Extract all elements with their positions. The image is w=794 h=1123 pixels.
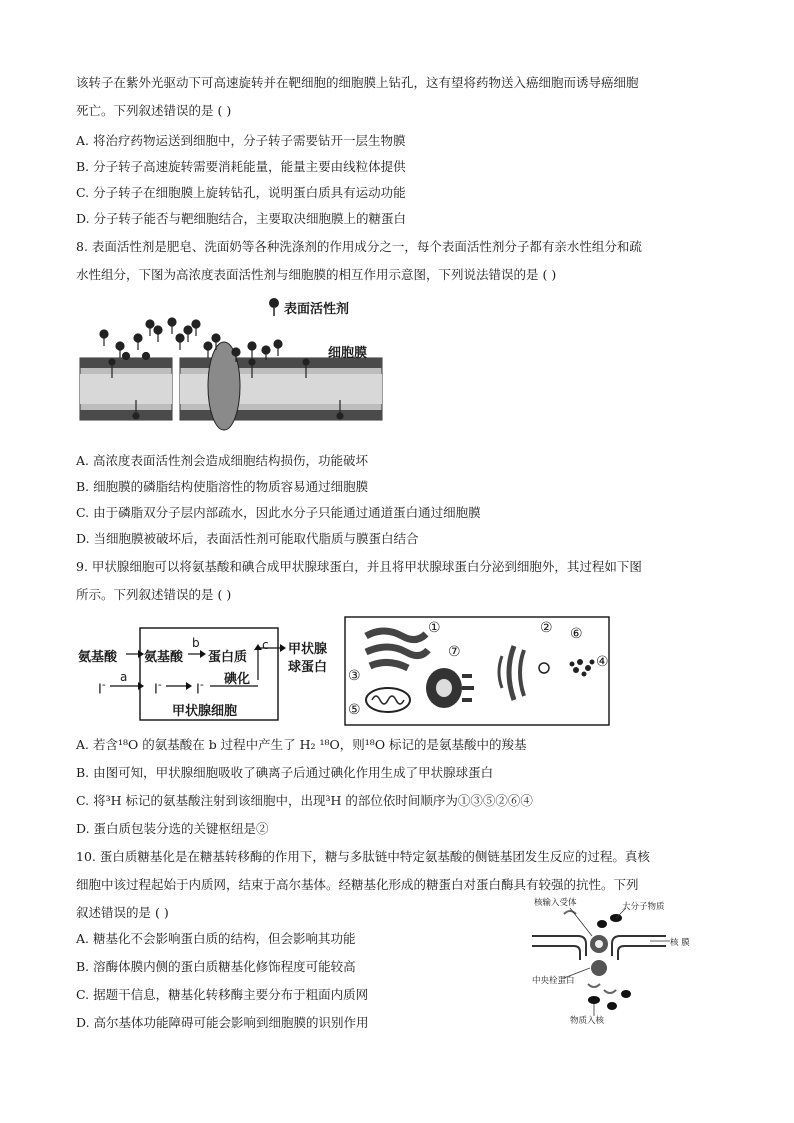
q7-option-d: D. 分子转子能否与靶细胞结合，主要取决细胞膜上的糖蛋白	[76, 211, 407, 226]
rough-er	[366, 631, 428, 668]
nucleus-cell	[426, 668, 474, 708]
iodide-inside-1: I-	[154, 678, 162, 698]
q8-membrane-figure	[76, 294, 386, 440]
organelle-number-4: ④	[596, 654, 609, 670]
process-a-label: a	[120, 670, 128, 684]
q9-stem-line2: 所示。下列叙述错误的是 ( )	[76, 587, 232, 602]
thyroglobulin-line2: 球蛋白	[288, 660, 328, 675]
q8-option-a: A. 高浓度表面活性剂会造成细胞结构损伤，功能破坏	[76, 453, 368, 468]
secretory-vesicles	[539, 659, 595, 677]
q8-option-d: D. 当细胞膜被破坏后，表面活性剂可能取代脂质与膜蛋白结合	[76, 531, 419, 546]
q9-option-b: B. 由图可知，甲状腺细胞吸收了碘离子后通过碘化作用生成了甲状腺球蛋白	[76, 765, 494, 780]
q8-stem-line1: 8. 表面活性剂是肥皂、洗面奶等各种洗涤剂的作用成分之一，每个表面活性剂分子都有亲水性组分和疏	[76, 239, 642, 254]
q7-option-a: A. 将治疗药物运送到细胞中，分子转子需要钻开一层生物膜	[76, 133, 406, 148]
thyroid-cell-label: 甲状腺细胞	[172, 704, 238, 719]
q10-stem-line1: 10. 蛋白质糖基化是在糖基转移酶的作用下，糖与多肽链中特定氨基酸的侧链基团发生反应的过程。真核	[76, 849, 650, 864]
import-label: 物质入核	[570, 1016, 605, 1026]
q9-option-c: C. 将³H 标记的氨基酸注射到该细胞中，出现³H 的部位依时间顺序为①③⑤②⑥④	[76, 793, 533, 808]
q9-option-a: A. 若含¹⁸O 的氨基酸在 b 过程中产生了 H₂ ¹⁸O，则¹⁸O 标记的是氨基酸中的羧基	[76, 737, 527, 752]
q10-option-b: B. 溶酶体膜内侧的蛋白质糖基化修饰程度可能较高	[76, 959, 356, 974]
q10-option-a: A. 糖基化不会影响蛋白质的结构，但会影响其功能	[76, 931, 356, 946]
surfactant-molecules	[100, 318, 282, 362]
macromolecule-label: 大分子物质	[622, 902, 665, 912]
nuclear-membrane-label: 核 膜	[670, 938, 690, 948]
organelle-number-6: ⑥	[570, 626, 583, 642]
central-plug-protein	[590, 935, 608, 976]
membrane-label: 细胞膜	[328, 346, 368, 361]
q7-option-b: B. 分子转子高速旋转需要消耗能量，能量主要由线粒体提供	[76, 159, 406, 174]
q9-organelle-figure	[344, 616, 610, 726]
process-b-label: b	[192, 636, 200, 650]
organelle-number-1: ①	[428, 620, 441, 636]
q10-stem-line3: 叙述错误的是 ( )	[76, 905, 169, 920]
q10-option-d: D. 高尔基体功能障碍可能会影响到细胞膜的识别作用	[76, 1015, 369, 1030]
amino-acid-outside: 氨基酸	[78, 650, 118, 665]
q10-stem-line2: 细胞中该过程起始于内质网，结束于高尔基体。经糖基化形成的糖蛋白对蛋白酶具有较强的抗性。下列	[76, 877, 639, 892]
protein-label: 蛋白质	[208, 650, 248, 665]
iodide-inside-2: I-	[196, 678, 204, 698]
membrane-bilayer-left	[80, 358, 172, 420]
organelle-number-5: ⑤	[348, 702, 361, 718]
q7-stem-line1: 该转子在紫外光驱动下可高速旋转并在靶细胞的细胞膜上钻孔，这有望将药物送入癌细胞而诱导癌细胞	[76, 75, 639, 90]
mitochondrion	[366, 688, 410, 712]
amino-acid-inside: 氨基酸	[144, 650, 184, 665]
q7-option-c: C. 分子转子在细胞膜上旋转钻孔，说明蛋白质具有运动功能	[76, 185, 406, 200]
pointer-lines	[564, 908, 670, 1016]
surfactant-legend-icon	[269, 298, 279, 316]
q10-option-c: C. 据题干信息，糖基化转移酶主要分布于粗面内质网	[76, 987, 369, 1002]
thyroglobulin-line1: 甲状腺	[288, 642, 328, 657]
import-receptor-label: 核输入受体	[534, 898, 577, 908]
q7-stem-line2: 死亡。下列叙述错误的是 ( )	[76, 103, 232, 118]
golgi-apparatus	[499, 646, 524, 700]
central-plug-label: 中央栓蛋白	[532, 976, 575, 986]
q8-option-b: B. 细胞膜的磷脂结构使脂溶性的物质容易通过细胞膜	[76, 479, 369, 494]
q9-option-d: D. 蛋白质包装分选的关键枢纽是②	[76, 821, 269, 836]
process-c-label: c	[262, 638, 269, 652]
iodide-outside: I-	[98, 678, 106, 698]
q8-option-c: C. 由于磷脂双分子层内部疏水，因此水分子只能通过通道蛋白通过细胞膜	[76, 505, 481, 520]
organelle-number-3: ③	[348, 668, 361, 684]
q8-stem-line2: 水性组分，下图为高浓度表面活性剂与细胞膜的相互作用示意图，下列说法错误的是 ( )	[76, 267, 557, 282]
q9-flow-diagram	[76, 624, 340, 724]
organelle-number-2: ②	[540, 620, 553, 636]
organelle-number-7: ⑦	[448, 644, 461, 660]
q9-stem-line1: 9. 甲状腺细胞可以将氨基酸和碘合成甲状腺球蛋白，并且将甲状腺球蛋白分泌到细胞外，其过程如下图	[76, 559, 642, 574]
q10-nuclear-pore-figure	[530, 896, 700, 1026]
surfactant-label: 表面活性剂	[284, 302, 350, 317]
iodination-label: 碘化	[224, 672, 251, 687]
